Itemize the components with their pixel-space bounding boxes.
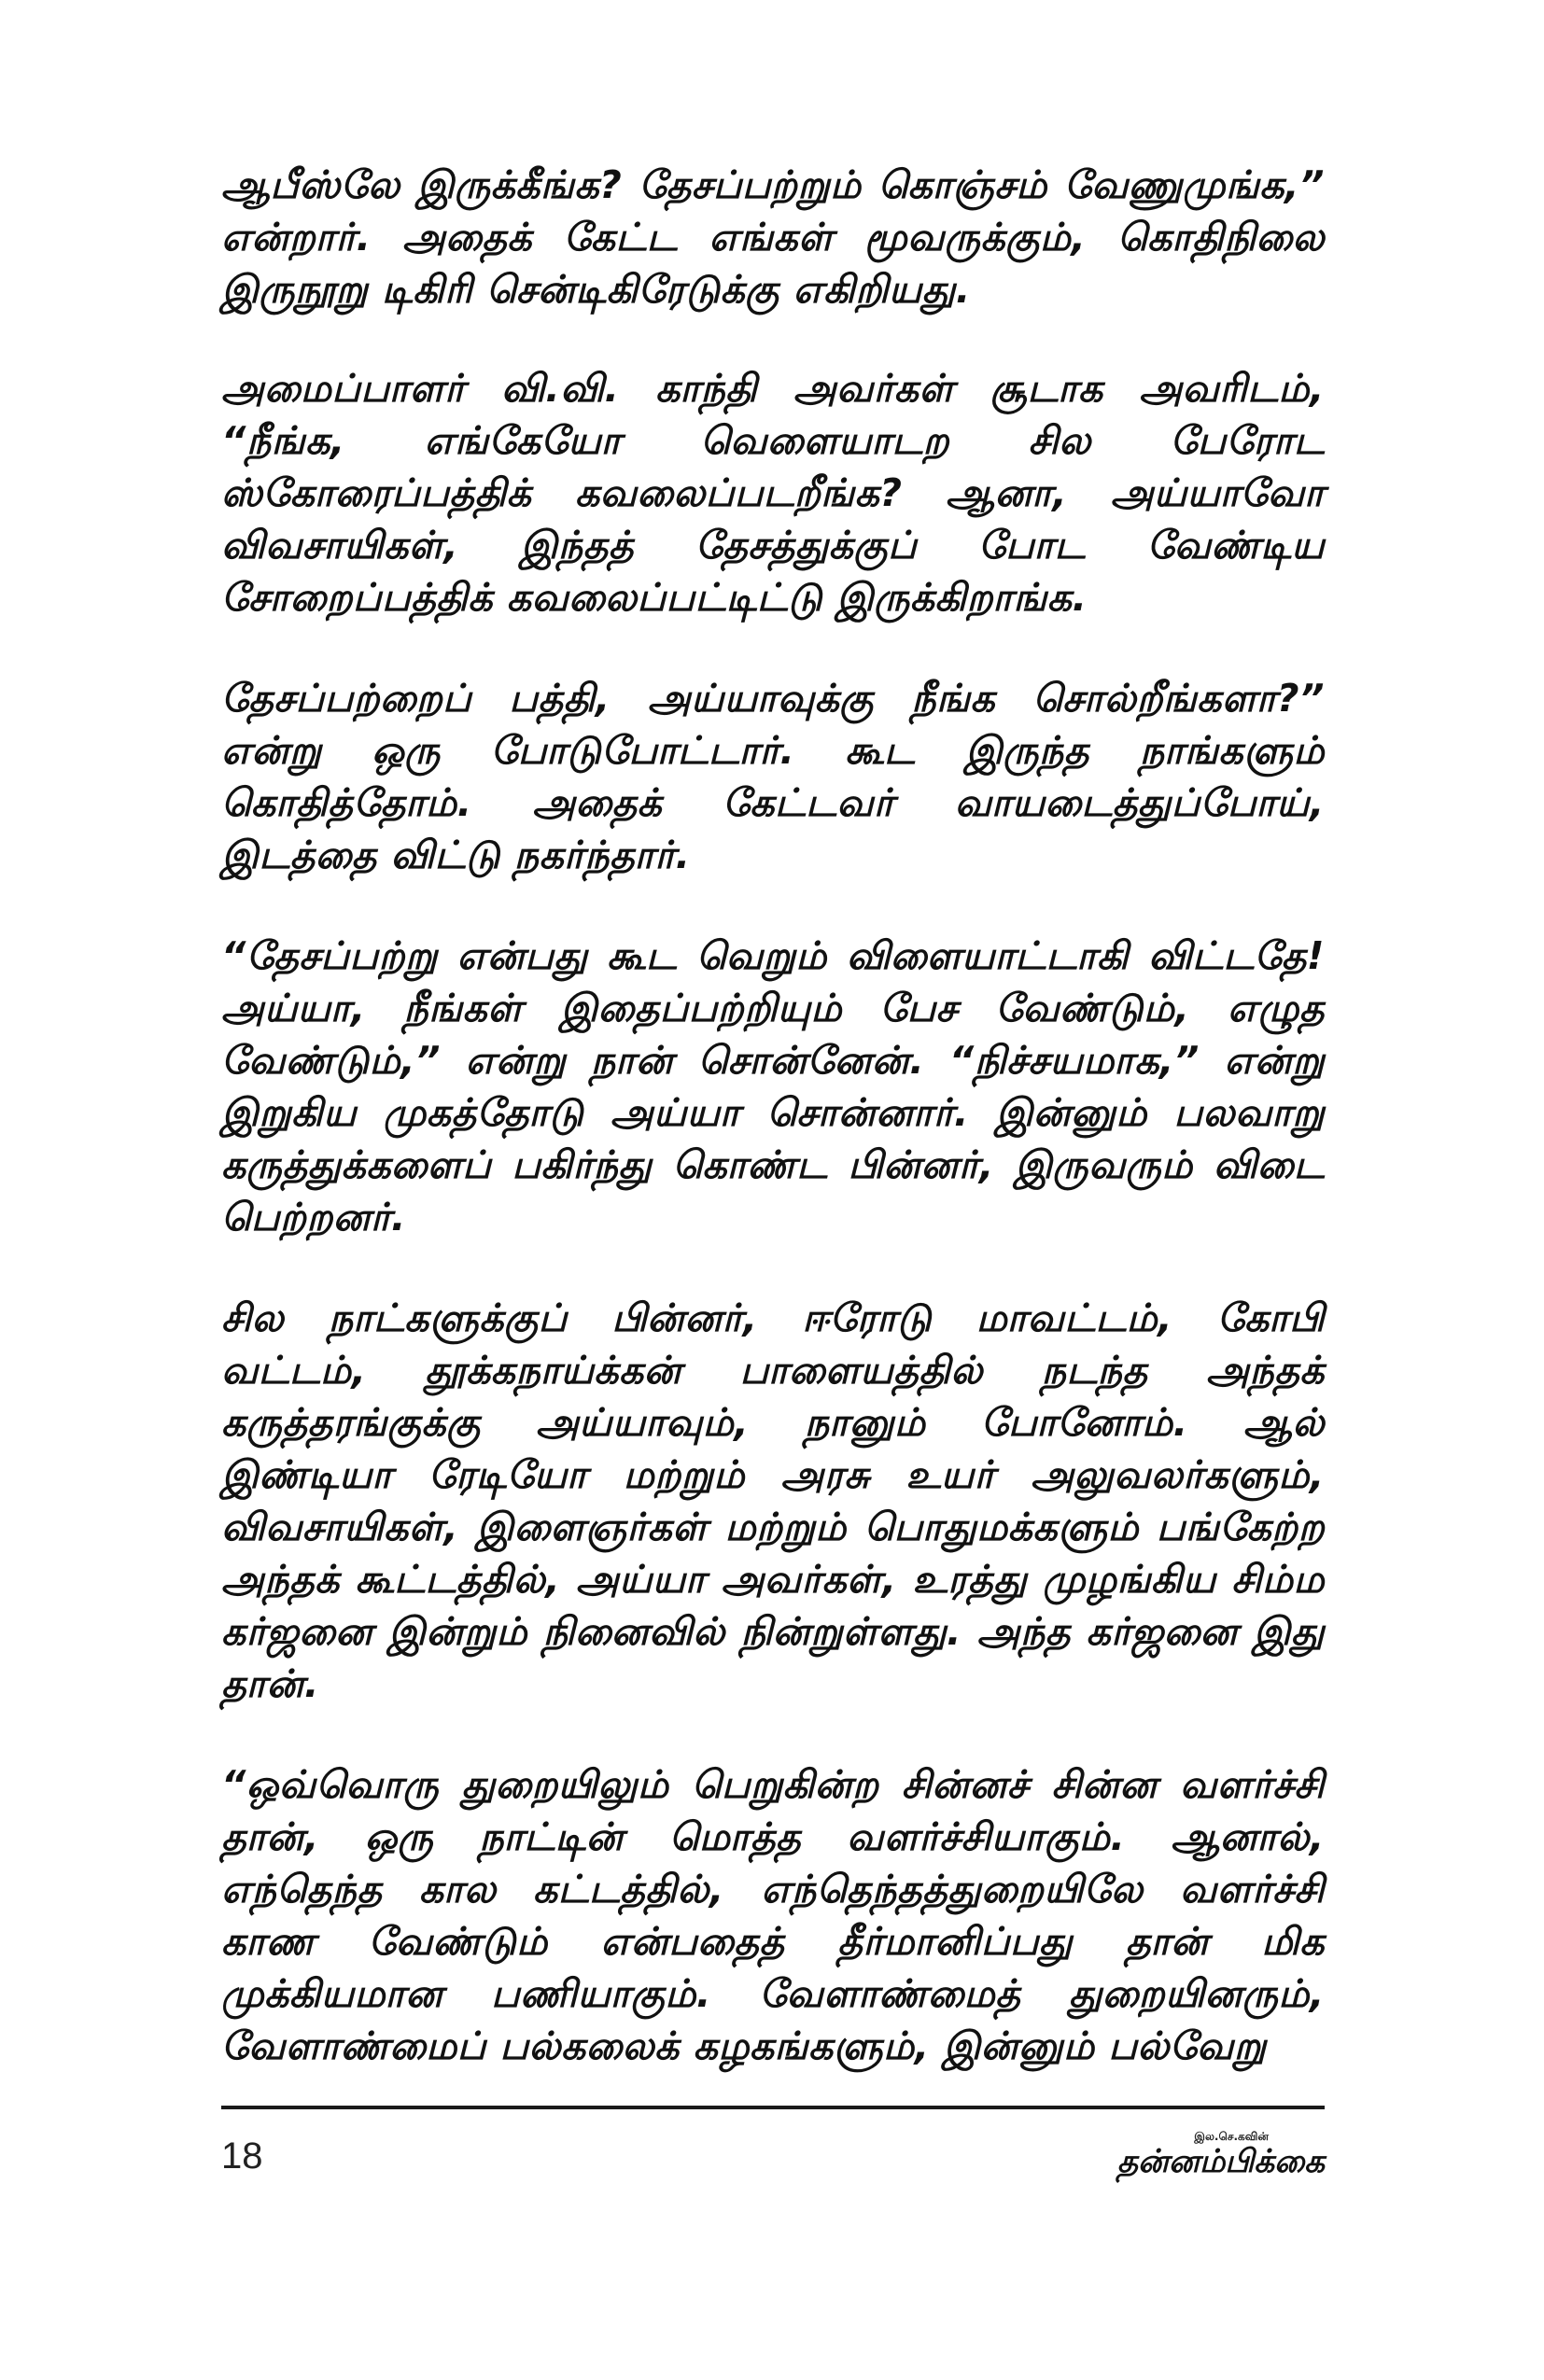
page-body xyxy=(221,159,1325,2121)
footer-divider xyxy=(221,2106,1325,2109)
page-number: 18 xyxy=(221,2135,263,2177)
publication-logo xyxy=(1117,2130,1325,2180)
paragraph-4: “தேசப்பற்று என்பது கூட வெறும் விளையாட்டாகி விட்டதே! அய்யா, நீங்கள் இதைப்பற்றியும் பேச வேண்டும், எழுத வேண்டும்,” என்று நான் சொன்னேன். “நிச்சயமாக,” என்று இறுகிய முகத்தோடு அய்யா சொன்னார். இன்னும் பலவாறு கருத்துக்களைப் பகிர்ந்து கொண்ட பின்னர், இருவரும் விடை பெற்றனர். xyxy=(221,933,1325,1239)
publication-logo-subtitle: இல.செ.கவின் xyxy=(1194,2130,1269,2143)
publication-logo-title: தன்னம்பிக்கை xyxy=(1116,2143,1325,2180)
paragraph-2: அமைப்பாளர் வி.வி. காந்தி அவர்கள் சூடாக அவரிடம், “நீங்க, எங்கேயோ வெளையாடற சில பேரோட ஸ்கோரைப்பத்திக் கவலைப்படறீங்க? ஆனா, அய்யாவோ விவசாயிகள், இந்தத் தேசத்துக்குப் போட வேண்டிய சோறைப்பத்திக் கவலைப்பட்டிட்டு இருக்கிறாங்க. xyxy=(221,366,1325,620)
paragraph-5: சில நாட்களுக்குப் பின்னர், ஈரோடு மாவட்டம், கோபி வட்டம், தூக்கநாய்க்கன் பாளையத்தில் நடந்த அந்தக் கருத்தரங்குக்கு அய்யாவும், நானும் போனோம். ஆல் இண்டியா ரேடியோ மற்றும் அரசு உயர் அலுவலர்களும், விவசாயிகள், இளைஞர்கள் மற்றும் பொதுமக்களும் பங்கேற்ற அந்தக் கூட்டத்தில், அய்யா அவர்கள், உரத்து முழங்கிய சிம்ம கர்ஜனை இன்றும் நினைவில் நின்றுள்ளது. அந்த கர்ஜனை இது தான். xyxy=(221,1295,1325,1706)
paragraph-3: தேசப்பற்றைப் பத்தி, அய்யாவுக்கு நீங்க சொல்றீங்களா?” என்று ஒரு போடுபோட்டார். கூட இருந்த நாங்களும் கொதித்தோம். அதைக் கேட்டவர் வாயடைத்துப்போய், இடத்தை விட்டு நகர்ந்தார். xyxy=(221,676,1325,877)
paragraph-1: ஆபீஸ்லே இருக்கீங்க? தேசப்பற்றும் கொஞ்சம் வேணுமுங்க,” என்றார். அதைக் கேட்ட எங்கள் மூவருக்கும், கொதிநிலை இருநூறு டிகிரி சென்டிகிரேடுக்கு எகிறியது. xyxy=(221,162,1325,312)
paragraph-6: “ஒவ்வொரு துறையிலும் பெறுகின்ற சின்னச் சின்ன வளர்ச்சி தான், ஒரு நாட்டின் மொத்த வளர்ச்சியாகும். ஆனால், எந்தெந்த கால கட்டத்தில், எந்தெந்தத்துறையிலே வளர்ச்சி காண வேண்டும் என்பதைத் தீர்மானிப்பது தான் மிக முக்கியமான பணியாகும். வேளாண்மைத் துறையினரும், வேளாண்மைப் பல்கலைக் கழகங்களும், இன்னும் பல்வேறு xyxy=(221,1762,1325,2068)
